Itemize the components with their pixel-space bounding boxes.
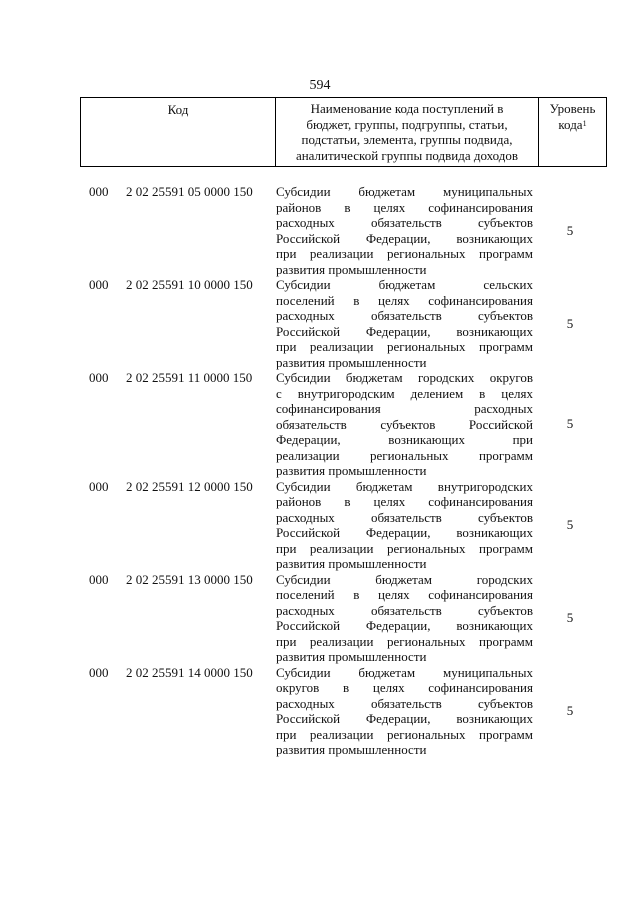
table-row — [80, 665, 607, 758]
income-name-line: при реализации региональных программ — [276, 339, 533, 354]
table-header — [80, 97, 607, 167]
income-code: 2 02 25591 14 0000 150 — [126, 664, 253, 680]
code-level: 5 — [566, 703, 574, 718]
income-code: 2 02 25591 11 0000 150 — [126, 370, 253, 385]
header-name-line: аналитической группы подвида доходов — [295, 147, 519, 163]
income-name-line: развития промышленности — [276, 261, 427, 277]
admin-code: 000 — [89, 571, 109, 587]
income-name — [276, 184, 533, 277]
income-name-line: расходных обязательств субъектов — [276, 602, 533, 618]
income-name-line: развития промышленности — [276, 354, 427, 370]
income-name-line: поселений в целях софинансирования — [276, 587, 533, 602]
income-name-line: софинансирования расходных — [276, 401, 533, 416]
code-level: 5 — [566, 517, 574, 532]
income-name-line: при реализации региональных программ — [276, 633, 533, 649]
income-name-line: Субсидии бюджетам городских — [276, 571, 533, 587]
income-name-line: районов в целях софинансирования — [276, 494, 533, 509]
income-name-line: Субсидии бюджетам муниципальных — [276, 184, 533, 199]
income-name-line: поселений в целях софинансирования — [276, 292, 533, 308]
income-name — [276, 572, 533, 665]
income-name-line: Субсидии бюджетам внутригородских — [276, 478, 533, 494]
header-name-line: бюджет, группы, подгруппы, статьи, — [306, 116, 508, 132]
income-name-line: расходных обязательств субъектов — [276, 308, 533, 323]
header-name — [276, 98, 539, 166]
admin-code: 000 — [89, 664, 109, 680]
header-name-line: Наименование кода поступлений в — [310, 101, 504, 116]
income-name-line: Российской Федерации, возникающих — [276, 323, 533, 339]
income-name-line: Российской Федерации, возникающих — [276, 230, 533, 246]
income-code: 2 02 25591 05 0000 150 — [126, 184, 253, 199]
header-code: Код — [81, 98, 276, 166]
income-name-line: Субсидии бюджетам городских округов — [276, 370, 533, 385]
income-name-line: Субсидии бюджетам сельских — [276, 277, 533, 292]
table-row — [80, 479, 607, 572]
income-name-line: Российской Федерации, возникающих — [276, 525, 533, 540]
income-name-line: обязательств субъектов Российской — [276, 416, 533, 432]
income-name-line: Российской Федерации, возникающих — [276, 711, 533, 726]
income-name-line: округов в целях софинансирования — [276, 680, 533, 695]
income-name-line: расходных обязательств субъектов — [276, 695, 533, 711]
admin-code: 000 — [89, 277, 109, 292]
header-name-line: подстатьи, элемента, группы подвида, — [301, 132, 513, 147]
admin-code: 000 — [89, 370, 109, 385]
code-level: 5 — [566, 315, 574, 331]
income-name — [276, 370, 533, 479]
table-body — [80, 184, 607, 758]
code-level: 5 — [566, 416, 574, 432]
header-level-text: кода — [558, 116, 583, 132]
income-name-line: Федерации, возникающих при — [276, 432, 533, 447]
table-row — [80, 277, 607, 370]
income-name-line: с внутригородским делением в целях — [276, 385, 533, 401]
income-name-line: реализации региональных программ — [276, 447, 533, 463]
header-level-line1: Уровень — [549, 101, 596, 116]
income-name-line: при реализации региональных программ — [276, 726, 533, 742]
income-code: 2 02 25591 12 0000 150 — [126, 478, 253, 494]
income-name-line: развития промышленности — [276, 649, 427, 664]
income-code: 2 02 25591 10 0000 150 — [126, 277, 253, 292]
footnote-marker: 1 — [582, 118, 587, 128]
income-code: 2 02 25591 13 0000 150 — [126, 571, 253, 587]
table-row — [80, 370, 607, 479]
income-name-line: развития промышленности — [276, 556, 427, 571]
income-name — [276, 479, 533, 572]
income-name — [276, 277, 533, 370]
income-name-line: при реализации региональных программ — [276, 540, 533, 556]
income-name-line: развития промышленности — [276, 463, 427, 478]
admin-code: 000 — [89, 184, 109, 199]
table-row — [80, 572, 607, 665]
income-name — [276, 665, 533, 758]
header-level — [539, 98, 606, 166]
income-name-line: расходных обязательств субъектов — [276, 509, 533, 525]
table-row — [80, 184, 607, 277]
income-name-line: Субсидии бюджетам муниципальных — [276, 664, 533, 680]
income-name-line: развития промышленности — [276, 742, 427, 757]
code-level: 5 — [566, 610, 574, 625]
income-name-line: районов в целях софинансирования — [276, 199, 533, 215]
income-name-line: при реализации региональных программ — [276, 246, 533, 261]
header-level-line2 — [539, 117, 606, 133]
income-name-line: Российской Федерации, возникающих — [276, 618, 533, 633]
admin-code: 000 — [89, 478, 109, 494]
code-level: 5 — [566, 222, 574, 238]
income-name-line: расходных обязательств субъектов — [276, 215, 533, 230]
page-number: 594 — [309, 78, 331, 93]
